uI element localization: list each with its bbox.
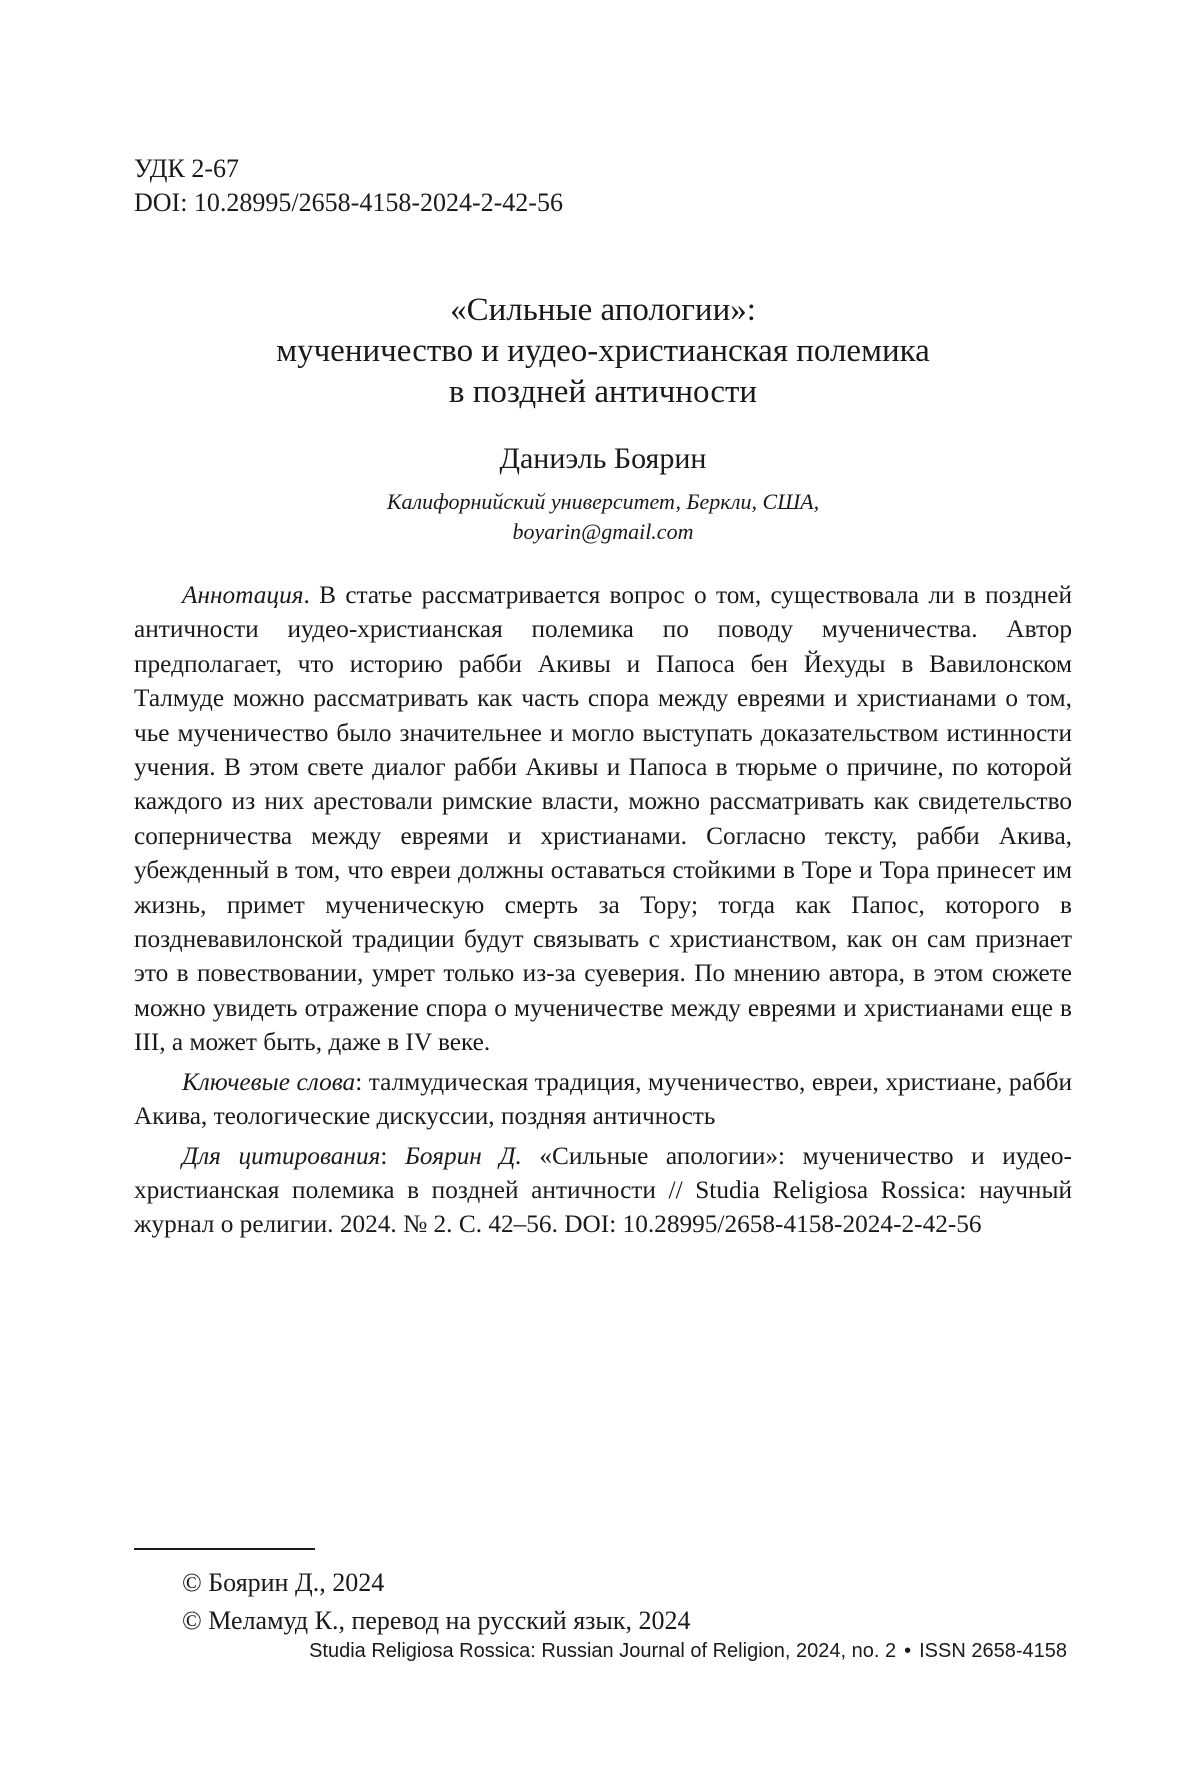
citation-author: Боярин Д. bbox=[404, 1141, 522, 1170]
author-email: boyarin@gmail.com bbox=[512, 519, 694, 544]
copyright-author: © Боярин Д., 2024 bbox=[182, 1568, 385, 1597]
author-affiliation-block bbox=[134, 487, 1072, 547]
keywords-text: : талмудическая традиция, мученичество, евреи, христиане, рабби Акива, теологические дискуссии, поздняя античность bbox=[134, 1067, 1072, 1131]
article-metadata bbox=[134, 152, 563, 220]
article-title bbox=[134, 290, 1072, 413]
copyright-translation: © Меламуд К., перевод на русский язык, 2024 bbox=[182, 1606, 691, 1635]
abstract-section bbox=[134, 578, 1072, 1242]
footer-separator: • bbox=[904, 1640, 912, 1662]
footer-journal: Studia Religiosa Rossica: Russian Journal of Religion, 2024, no. 2 bbox=[309, 1640, 897, 1662]
title-line-1: «Сильные апологии»: bbox=[450, 292, 756, 328]
abstract-text: . В статье рассматривается вопрос о том, существовала ли в поздней античности иудео-христианская полемика по поводу мученичества. Автор предполагает, что историю рабби Акивы и Папоса бен Йехуды в Вавилонском Талмуде можно рассматривать как часть спора между евреями и христианами о том, чье мученичество было значительнее и могло выступать доказательством истинности учения. В этом свете диалог рабби Акивы и Папоса в тюрьме о причине, по которой каждого из них арестовали римские власти, можно рассматривать как свидетельство соперничества между евреями и христианами. Согласно тексту, рабби Акива, убежденный в том, что евреи должны оставаться стойкими в Торе и Тора принесет им жизнь, примет мученическую смерть за Тору; тогда как Папос, которого в поздневавилонской традиции будут связывать с христианством, как он сам признает это в повествовании, умрет только из-за суеверия. По мнению автора, в этом сюжете можно увидеть отражение спора о мученичестве между евреями и христианами еще в III, а может быть, даже в IV веке. bbox=[134, 581, 1072, 1057]
abstract-paragraph bbox=[134, 578, 1072, 1060]
keywords-paragraph bbox=[134, 1065, 1072, 1134]
author-affiliation: Калифорнийский университет, Беркли, США, bbox=[386, 489, 820, 514]
title-line-2: мученичество и иудео-христианская полемика bbox=[276, 333, 930, 369]
footer-issn: ISSN 2658-4158 bbox=[919, 1640, 1067, 1662]
abstract-label: Аннотация bbox=[182, 581, 304, 609]
udk-code: УДК 2-67 bbox=[134, 154, 240, 183]
author-name: Даниэль Боярин bbox=[499, 442, 707, 475]
keywords-label: Ключевые слова bbox=[182, 1067, 356, 1096]
page-footer bbox=[309, 1638, 1067, 1664]
copyright-notes bbox=[182, 1564, 691, 1640]
citation-label: Для цитирования bbox=[182, 1141, 381, 1170]
citation-text: «Сильные апологии»: мученичество и иудео-христианская полемика в поздней античности // Studia Religiosa Rossica: научный журнал о религии. 2024. № 2. С. 42–56. DOI: 10.28995/2658-4158-2024-2-42-56 bbox=[134, 1141, 1072, 1239]
doi-line: DOI: 10.28995/2658-4158-2024-2-42-56 bbox=[134, 188, 563, 217]
footnote-divider bbox=[134, 1548, 315, 1550]
citation-paragraph: Для цитирования: Боярин Д. «Сильные апологии»: мученичество и иудео-христианская полемика в поздней античности // Studia Religiosa Rossica: научный журнал о религии. 2024. № 2. С. 42–56. DOI: 10.28995/2658-4158-2024-2-42-56 bbox=[134, 1141, 1072, 1239]
title-line-3: в поздней античности bbox=[448, 374, 758, 410]
